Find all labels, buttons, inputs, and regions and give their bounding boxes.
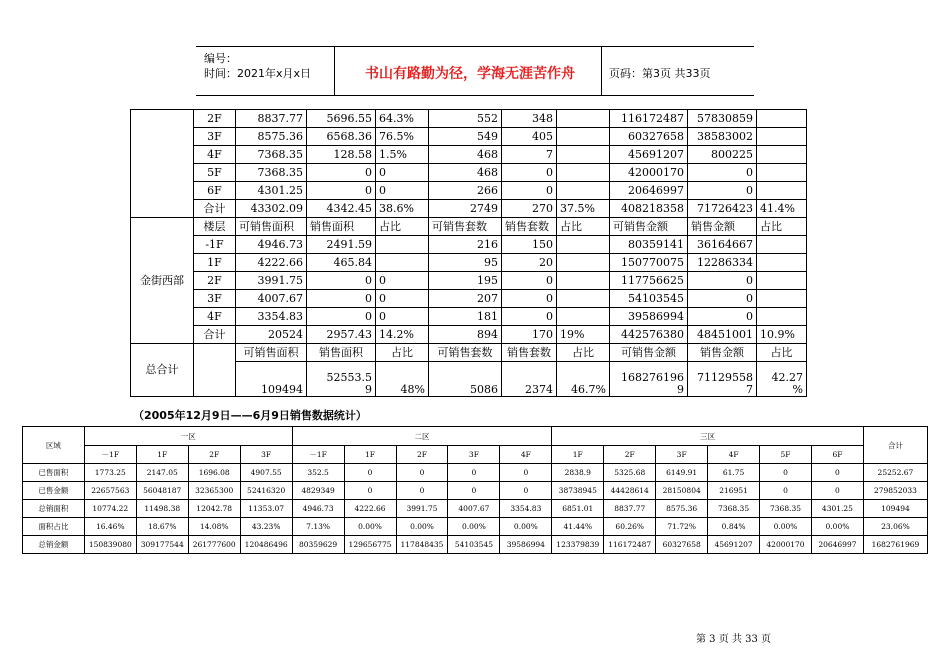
floor-header: 1F: [552, 446, 604, 464]
table-cell: 43.23%: [240, 518, 292, 536]
zone-header: 二区: [292, 427, 552, 446]
table-cell: 0: [760, 482, 812, 500]
table-cell: 0: [688, 182, 757, 200]
table-cell: 14.08%: [188, 518, 240, 536]
table-cell: [557, 308, 610, 326]
floor-header: 2F: [396, 446, 448, 464]
stats-title: （2005年12月9日——6月9日销售数据统计）: [133, 409, 367, 422]
header-left: [204, 51, 311, 81]
table-cell: 12042.78: [188, 500, 240, 518]
table-cell: 3F: [194, 290, 236, 308]
table-cell: 0: [811, 464, 863, 482]
table-cell: 4F: [194, 146, 236, 164]
table-cell: 60327658: [610, 128, 688, 146]
table-cell: [757, 236, 807, 254]
header-divider: [601, 47, 602, 95]
table-cell: 3991.75: [236, 272, 307, 290]
table-cell: [688, 362, 757, 397]
table-cell: 41.44%: [552, 518, 604, 536]
table-cell: 128.58: [307, 146, 376, 164]
table-cell: 3991.75: [396, 500, 448, 518]
table-cell: 8837.77: [604, 500, 656, 518]
table-cell: 123379839: [552, 536, 604, 554]
table-cell: 12286334: [688, 254, 757, 272]
table-cell: 41.4%: [757, 200, 807, 218]
table-cell: 28150804: [656, 482, 708, 500]
table-cell: 0: [376, 308, 429, 326]
table-row: [131, 182, 807, 200]
zone-stats-table: [22, 426, 928, 554]
table-row: [131, 272, 807, 290]
table-row: [131, 254, 807, 272]
table-cell: 7368.35: [236, 164, 307, 182]
table-row: [23, 536, 928, 554]
table-cell: 3354.83: [236, 308, 307, 326]
floor-header: 5F: [760, 446, 812, 464]
table-cell: 48%: [376, 362, 429, 397]
table-cell: 0.00%: [500, 518, 552, 536]
table-cell: 0: [502, 164, 557, 182]
column-header: 销售面积: [307, 344, 376, 362]
table-cell: 270: [502, 200, 557, 218]
table-cell: 894: [429, 326, 502, 344]
table-cell: 37.5%: [557, 200, 610, 218]
table-cell: 0: [376, 272, 429, 290]
table-cell: 7368.35: [708, 500, 760, 518]
table-cell: 80359629: [292, 536, 344, 554]
table-cell: 309177544: [136, 536, 188, 554]
table-cell: 0: [307, 164, 376, 182]
table-cell: 0: [502, 182, 557, 200]
table-cell: 22657563: [84, 482, 136, 500]
table-cell: 44428614: [604, 482, 656, 500]
row-label: 面积占比: [23, 518, 85, 536]
table-cell: 552: [429, 110, 502, 128]
table-cell: 800225: [688, 146, 757, 164]
table-cell: 117848435: [396, 536, 448, 554]
table-cell: [557, 128, 610, 146]
table-cell: [757, 164, 807, 182]
table-cell: 0.00%: [811, 518, 863, 536]
table-cell: 0: [688, 290, 757, 308]
table-cell: 4007.67: [448, 500, 500, 518]
value-line: %: [792, 383, 803, 396]
column-header: 可销售金额: [610, 218, 688, 236]
table-cell: 0.00%: [396, 518, 448, 536]
column-header: 可销售金额: [610, 344, 688, 362]
table-cell: 16.46%: [84, 518, 136, 536]
column-header: 楼层: [194, 218, 236, 236]
table-cell: 216951: [708, 482, 760, 500]
table-cell: 56048187: [136, 482, 188, 500]
row-label: 总销金额: [23, 536, 85, 554]
table-cell: [757, 362, 807, 397]
table-cell: 60.26%: [604, 518, 656, 536]
table-cell: 4829349: [292, 482, 344, 500]
table-row: [131, 110, 807, 128]
table-cell: 2147.05: [136, 464, 188, 482]
table-row: [23, 464, 928, 482]
table-row: [131, 200, 807, 218]
table-cell: 6F: [194, 182, 236, 200]
table-cell: [557, 272, 610, 290]
value-line: 168276196: [621, 371, 684, 384]
table-header-row: [131, 344, 807, 362]
table-cell: 0: [502, 308, 557, 326]
table-cell: [757, 110, 807, 128]
table-cell: [376, 236, 429, 254]
table-cell: [557, 182, 610, 200]
table-row: [23, 518, 928, 536]
column-header: 销售金额: [688, 344, 757, 362]
table-cell: 1682761969: [863, 536, 927, 554]
table-cell: 0: [396, 482, 448, 500]
table-cell: 120486496: [240, 536, 292, 554]
header-motto: 书山有路勤为径，学海无涯苦作舟: [365, 66, 575, 82]
table-cell: 7.13%: [292, 518, 344, 536]
table-cell: 4946.73: [236, 236, 307, 254]
value-line: 52553.5: [326, 371, 372, 384]
table-cell: 20646997: [811, 536, 863, 554]
table-cell: 4222.66: [344, 500, 396, 518]
section-label: 金街西部: [131, 218, 194, 344]
table-cell: 60327658: [656, 536, 708, 554]
row-label: 已售面积: [23, 464, 85, 482]
floor-header: 1F: [344, 446, 396, 464]
floor-header: 3F: [240, 446, 292, 464]
table-cell: 54103545: [448, 536, 500, 554]
table-cell: 14.2%: [376, 326, 429, 344]
table-cell: 80359141: [610, 236, 688, 254]
table-cell: 8575.36: [656, 500, 708, 518]
table-header-row: [131, 218, 807, 236]
table-cell: 0: [344, 464, 396, 482]
table-cell: 0: [760, 464, 812, 482]
table-cell: 57830859: [688, 110, 757, 128]
table-cell: 2491.59: [307, 236, 376, 254]
table-cell: 52416320: [240, 482, 292, 500]
table-cell: 5086: [429, 362, 502, 397]
table-cell: 0: [307, 308, 376, 326]
table-cell: 36164667: [688, 236, 757, 254]
table-cell: 6568.36: [307, 128, 376, 146]
table-cell: 150: [502, 236, 557, 254]
table-cell: 2F: [194, 110, 236, 128]
floor-header: 3F: [656, 446, 708, 464]
table-cell: [757, 272, 807, 290]
table-cell: 0: [376, 164, 429, 182]
table-cell: 0: [396, 464, 448, 482]
table-cell: 39586994: [610, 308, 688, 326]
table-cell: 261777600: [188, 536, 240, 554]
table-cell: 405: [502, 128, 557, 146]
table-cell: 42000170: [760, 536, 812, 554]
table-cell: 95: [429, 254, 502, 272]
table-cell: 0: [811, 482, 863, 500]
row-label: 已售金额: [23, 482, 85, 500]
table-cell: 129656775: [344, 536, 396, 554]
table-cell: 2957.43: [307, 326, 376, 344]
table-cell: [557, 164, 610, 182]
table-cell: 0: [688, 308, 757, 326]
table-cell: 0: [502, 290, 557, 308]
table-cell: 5696.55: [307, 110, 376, 128]
column-header: 可销售套数: [429, 344, 502, 362]
table-cell: 11498.38: [136, 500, 188, 518]
section-label: 总合计: [131, 344, 194, 397]
table-cell: 合计: [194, 200, 236, 218]
table-cell: 64.3%: [376, 110, 429, 128]
table-cell: 19%: [557, 326, 610, 344]
column-header: 销售金额: [688, 218, 757, 236]
column-header: 可销售面积: [236, 218, 307, 236]
table-cell: 216: [429, 236, 502, 254]
table-cell: [376, 254, 429, 272]
table-cell: [307, 362, 376, 397]
table-cell: 20524: [236, 326, 307, 344]
table-cell: 116172487: [610, 110, 688, 128]
column-header: 销售套数: [502, 218, 557, 236]
column-header: 可销售面积: [236, 344, 307, 362]
table-cell: [557, 254, 610, 272]
header-page-label: 页码：第3页 共33页: [609, 67, 711, 80]
table-row: [23, 500, 928, 518]
table-cell: 71.72%: [656, 518, 708, 536]
table-cell: -1F: [194, 236, 236, 254]
table-cell: 23.06%: [863, 518, 927, 536]
table-cell: 352.5: [292, 464, 344, 482]
table-cell: 468: [429, 146, 502, 164]
section-label: [131, 110, 194, 218]
page-footer: 第 3 页 共 33 页: [696, 634, 771, 645]
table-cell: 45691207: [708, 536, 760, 554]
table-cell: 4342.45: [307, 200, 376, 218]
table-cell: 11353.07: [240, 500, 292, 518]
table-row: [131, 146, 807, 164]
table-cell: 54103545: [610, 290, 688, 308]
table-cell: 150770075: [610, 254, 688, 272]
floor-header: －1F: [292, 446, 344, 464]
floor-header: 6F: [811, 446, 863, 464]
table-cell: 3F: [194, 128, 236, 146]
column-header: 销售套数: [502, 344, 557, 362]
table-cell: 0: [344, 482, 396, 500]
table-cell: 20646997: [610, 182, 688, 200]
table-cell: [757, 290, 807, 308]
table-cell: 0.00%: [448, 518, 500, 536]
table-cell: 207: [429, 290, 502, 308]
page-header: [196, 46, 754, 96]
table-cell: 468: [429, 164, 502, 182]
table-cell: [757, 182, 807, 200]
value-line: 7: [746, 383, 753, 396]
table-row: [131, 290, 807, 308]
floor-header: 3F: [448, 446, 500, 464]
table-cell: 348: [502, 110, 557, 128]
table-cell: 170: [502, 326, 557, 344]
table-cell: 45691207: [610, 146, 688, 164]
column-header: 占比: [757, 218, 807, 236]
table-cell: 0: [448, 464, 500, 482]
table-row: [131, 128, 807, 146]
floor-header: 1F: [136, 446, 188, 464]
table-cell: 0: [688, 272, 757, 290]
floor-header: 4F: [708, 446, 760, 464]
table-cell: 549: [429, 128, 502, 146]
table-cell: 38738945: [552, 482, 604, 500]
zone-header: 三区: [552, 427, 864, 446]
floor-header: 4F: [500, 446, 552, 464]
table-cell: 195: [429, 272, 502, 290]
column-header: 占比: [557, 344, 610, 362]
table-cell: 48451001: [688, 326, 757, 344]
table-cell: 7368.35: [760, 500, 812, 518]
table-cell: 38583002: [688, 128, 757, 146]
table-cell: [557, 236, 610, 254]
table-row: [131, 308, 807, 326]
table-cell: 0: [688, 164, 757, 182]
table-cell: 0.00%: [344, 518, 396, 536]
table-cell: 0: [376, 290, 429, 308]
column-header: 销售面积: [307, 218, 376, 236]
table-cell: 7: [502, 146, 557, 164]
column-header: 区域: [23, 427, 85, 464]
table-cell: 7368.35: [236, 146, 307, 164]
table-cell: 0: [307, 290, 376, 308]
row-label: 总销面积: [23, 500, 85, 518]
table-cell: 25252.67: [863, 464, 927, 482]
table-cell: 0: [307, 272, 376, 290]
table-cell: 32365300: [188, 482, 240, 500]
table-cell: 0.84%: [708, 518, 760, 536]
table-cell: 20: [502, 254, 557, 272]
table-cell: 61.75: [708, 464, 760, 482]
column-header: 占比: [376, 218, 429, 236]
floor-header: －1F: [84, 446, 136, 464]
table-cell: 442576380: [610, 326, 688, 344]
table-cell: 38.6%: [376, 200, 429, 218]
table-row: [131, 236, 807, 254]
number-label: 编号：: [204, 52, 237, 65]
column-header: 合计: [863, 427, 927, 464]
table-cell: 266: [429, 182, 502, 200]
table-row: [131, 326, 807, 344]
table-cell: 4F: [194, 308, 236, 326]
table-cell: 71726423: [688, 200, 757, 218]
table-cell: 1.5%: [376, 146, 429, 164]
table-cell: 76.5%: [376, 128, 429, 146]
table-cell: 8575.36: [236, 128, 307, 146]
table-cell: 0: [307, 182, 376, 200]
column-header: 占比: [757, 344, 807, 362]
value-line: 42.27: [771, 371, 803, 384]
table-cell: 2374: [502, 362, 557, 397]
table-cell: 8837.77: [236, 110, 307, 128]
table-cell: 2F: [194, 272, 236, 290]
sales-summary-table: [130, 109, 807, 397]
value-line: 71129558: [697, 371, 753, 384]
table-cell: 1696.08: [188, 464, 240, 482]
floor-header: 2F: [604, 446, 656, 464]
table-cell: 2838.9: [552, 464, 604, 482]
table-cell: 6851.01: [552, 500, 604, 518]
table-cell: 18.67%: [136, 518, 188, 536]
floor-header: 2F: [188, 446, 240, 464]
table-cell: 4907.55: [240, 464, 292, 482]
floor-header-row: [23, 446, 928, 464]
column-header: 占比: [557, 218, 610, 236]
table-cell: 5325.68: [604, 464, 656, 482]
table-cell: 合计: [194, 326, 236, 344]
table-cell: 42000170: [610, 164, 688, 182]
table-row: [131, 164, 807, 182]
header-divider: [334, 47, 335, 95]
table-cell: 4007.67: [236, 290, 307, 308]
table-cell: 0: [448, 482, 500, 500]
table-cell: 4301.25: [811, 500, 863, 518]
table-cell: 116172487: [604, 536, 656, 554]
table-cell: 0.00%: [760, 518, 812, 536]
table-cell: [757, 128, 807, 146]
table-cell: [557, 146, 610, 164]
table-cell: [757, 308, 807, 326]
table-cell: 117756625: [610, 272, 688, 290]
table-cell: [610, 362, 688, 397]
table-cell: 46.7%: [557, 362, 610, 397]
zone-header-row: [23, 427, 928, 446]
table-cell: [557, 290, 610, 308]
table-cell: 4946.73: [292, 500, 344, 518]
table-cell: 6149.91: [656, 464, 708, 482]
column-header: 可销售套数: [429, 218, 502, 236]
table-cell: [757, 146, 807, 164]
table-cell: 0: [500, 482, 552, 500]
table-cell: [194, 344, 236, 397]
table-cell: 43302.09: [236, 200, 307, 218]
table-cell: 408218358: [610, 200, 688, 218]
table-cell: 279852033: [863, 482, 927, 500]
table-cell: 5F: [194, 164, 236, 182]
table-cell: 0: [502, 272, 557, 290]
table-cell: [557, 110, 610, 128]
table-cell: 10.9%: [757, 326, 807, 344]
table-cell: 181: [429, 308, 502, 326]
table-cell: 0: [500, 464, 552, 482]
date-label: 时间：2021年x月x日: [204, 67, 312, 80]
value-line: 9: [365, 383, 372, 396]
table-cell: 39586994: [500, 536, 552, 554]
table-cell: 4222.66: [236, 254, 307, 272]
table-cell: 0: [376, 182, 429, 200]
table-cell: [757, 254, 807, 272]
table-cell: 150839080: [84, 536, 136, 554]
table-cell: 109494: [236, 362, 307, 397]
table-cell: 109494: [863, 500, 927, 518]
table-cell: 465.84: [307, 254, 376, 272]
zone-header: 一区: [84, 427, 292, 446]
table-cell: 10774.22: [84, 500, 136, 518]
table-cell: 3354.83: [500, 500, 552, 518]
table-cell: 1F: [194, 254, 236, 272]
table-row: [23, 482, 928, 500]
table-cell: 4301.25: [236, 182, 307, 200]
value-line: 9: [677, 383, 684, 396]
table-cell: 1773.25: [84, 464, 136, 482]
column-header: 占比: [376, 344, 429, 362]
table-cell: 2749: [429, 200, 502, 218]
